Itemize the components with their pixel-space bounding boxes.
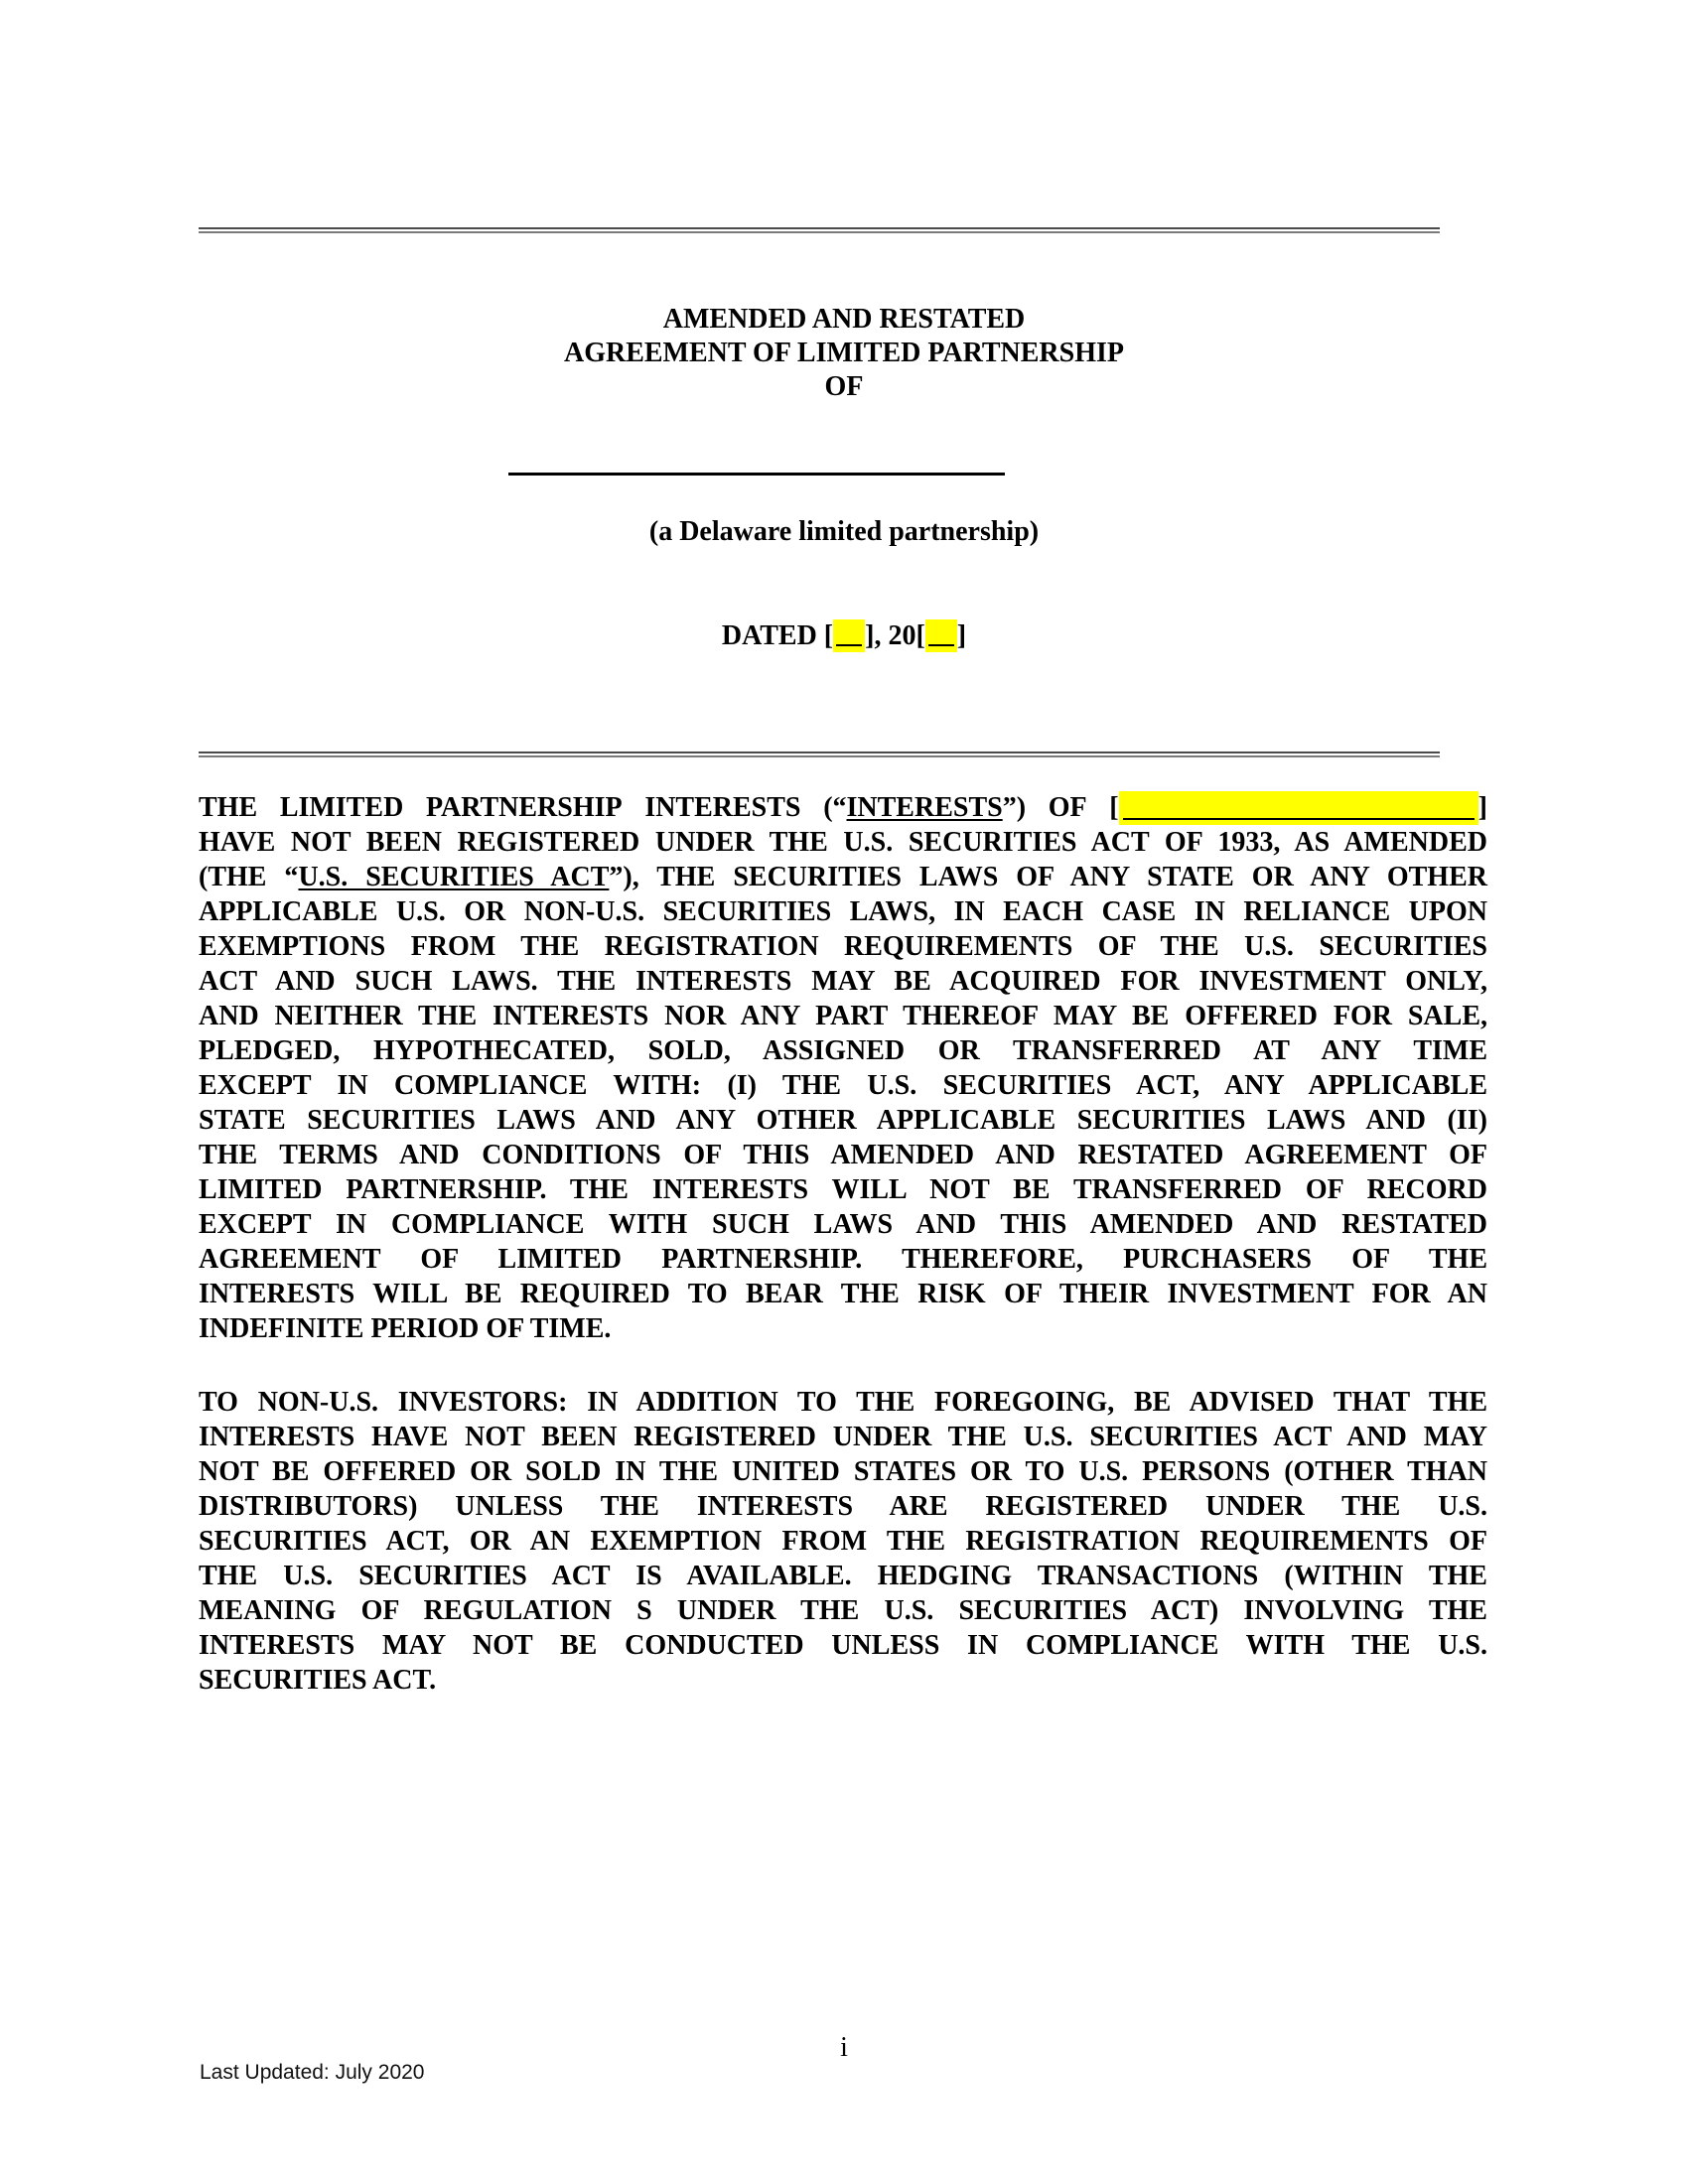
document-title <box>0 303 1688 404</box>
legend-word-group: PARTNERSHIP <box>425 792 623 823</box>
title-line-3: OF <box>824 371 864 402</box>
legend-line <box>199 790 1487 825</box>
year-placeholder-field[interactable] <box>925 619 957 652</box>
legend-line: PLEDGED, HYPOTHECATED, SOLD, ASSIGNED OR TRANSFERRED AT ANY TIME <box>199 1035 1487 1066</box>
fund-name-placeholder-field[interactable] <box>1119 791 1478 825</box>
defined-term-interests: INTERESTS <box>846 792 1003 823</box>
legend-line: EXCEPT IN COMPLIANCE WITH SUCH LAWS AND THIS AMENDED AND RESTATED <box>199 1209 1487 1240</box>
legend-word-group: INTERESTS <box>644 792 801 823</box>
rule-line <box>199 227 1440 229</box>
legend-line: ACT AND SUCH LAWS. THE INTERESTS MAY BE ACQUIRED FOR INVESTMENT ONLY, <box>199 966 1487 997</box>
legend-line: INTERESTS MAY NOT BE CONDUCTED UNLESS IN COMPLIANCE WITH THE U.S. <box>199 1630 1487 1661</box>
legend-line: INTERESTS WILL BE REQUIRED TO BEAR THE RISK OF THEIR INVESTMENT FOR AN <box>199 1279 1487 1309</box>
legend-line: HAVE NOT BEEN REGISTERED UNDER THE U.S. SECURITIES ACT OF 1933, AS AMENDED <box>199 827 1487 858</box>
legend-line: INDEFINITE PERIOD OF TIME. <box>199 1313 612 1344</box>
non-us-investors-legend-paragraph <box>199 1385 1487 1698</box>
legend-line: SECURITIES ACT, OR AN EXEMPTION FROM THE REGISTRATION REQUIREMENTS OF <box>199 1526 1487 1557</box>
legend-line: EXCEPT IN COMPLIANCE WITH: (I) THE U.S. SECURITIES ACT, ANY APPLICABLE <box>199 1070 1487 1101</box>
legend-line: LIMITED PARTNERSHIP. THE INTERESTS WILL NOT BE TRANSFERRED OF RECORD <box>199 1174 1487 1205</box>
legend-line: THE TERMS AND CONDITIONS OF THIS AMENDED AND RESTATED AGREEMENT OF <box>199 1140 1487 1170</box>
legend-text: (THE “ <box>199 862 299 892</box>
legend-line: APPLICABLE U.S. OR NON-U.S. SECURITIES LAWS, IN EACH CASE IN RELIANCE UPON <box>199 896 1487 927</box>
legend-text: ”), THE SECURITIES LAWS OF ANY STATE OR ANY OTHER <box>609 862 1487 892</box>
rule-line <box>199 755 1440 757</box>
legend-line: INTERESTS HAVE NOT BEEN REGISTERED UNDER THE U.S. SECURITIES ACT AND MAY <box>199 1422 1487 1452</box>
partnership-name-blank-line[interactable] <box>508 473 1005 476</box>
dated-line <box>0 619 1688 653</box>
dated-middle: ], 20[ <box>865 620 925 651</box>
fund-name-bracket: [ ] <box>1109 792 1487 823</box>
rule-line <box>199 751 1440 753</box>
page-number: i <box>840 2032 848 2063</box>
entity-type-subtitle: (a Delaware limited partnership) <box>648 516 1040 547</box>
legend-word-group: (“INTERESTS”) <box>823 792 1027 823</box>
legend-line: THE U.S. SECURITIES ACT IS AVAILABLE. HEDGING TRANSACTIONS (WITHIN THE <box>199 1561 1487 1591</box>
dated-suffix: ] <box>956 620 967 651</box>
day-placeholder-field[interactable] <box>833 619 865 652</box>
title-line-2: AGREEMENT OF LIMITED PARTNERSHIP <box>563 338 1124 368</box>
legend-word-group: OF <box>1048 792 1087 823</box>
top-double-rule <box>199 227 1440 233</box>
legend-line: STATE SECURITIES LAWS AND ANY OTHER APPLICABLE SECURITIES LAWS AND (II) <box>199 1105 1487 1136</box>
legend-word-group: THE <box>199 792 258 823</box>
bracket-close: ] <box>1477 792 1487 823</box>
legend-line <box>199 860 1487 894</box>
last-updated-footer: Last Updated: July 2020 <box>200 2061 425 2084</box>
legend-line: DISTRIBUTORS) UNLESS THE INTERESTS ARE REGISTERED UNDER THE U.S. <box>199 1491 1487 1522</box>
legend-line: AND NEITHER THE INTERESTS NOR ANY PART THEREOF MAY BE OFFERED FOR SALE, <box>199 1001 1487 1031</box>
legend-line: TO NON-U.S. INVESTORS: IN ADDITION TO THE FOREGOING, BE ADVISED THAT THE <box>199 1387 1487 1418</box>
legend-line: SECURITIES ACT. <box>199 1665 437 1696</box>
middle-double-rule <box>199 751 1440 757</box>
dated-prefix: DATED [ <box>721 620 834 651</box>
legend-word-group: LIMITED <box>279 792 404 823</box>
rule-line <box>199 231 1440 233</box>
defined-term-securities-act: U.S. SECURITIES ACT <box>298 862 610 892</box>
legend-line: NOT BE OFFERED OR SOLD IN THE UNITED STATES OR TO U.S. PERSONS (OTHER THAN <box>199 1456 1487 1487</box>
legend-line: EXEMPTIONS FROM THE REGISTRATION REQUIREMENTS OF THE U.S. SECURITIES <box>199 931 1487 962</box>
securities-legend-paragraph <box>199 790 1487 1346</box>
legend-line: AGREEMENT OF LIMITED PARTNERSHIP. THEREFORE, PURCHASERS OF THE <box>199 1244 1487 1275</box>
title-line-1: AMENDED AND RESTATED <box>662 304 1026 335</box>
legend-line: MEANING OF REGULATION S UNDER THE U.S. SECURITIES ACT) INVOLVING THE <box>199 1595 1487 1626</box>
